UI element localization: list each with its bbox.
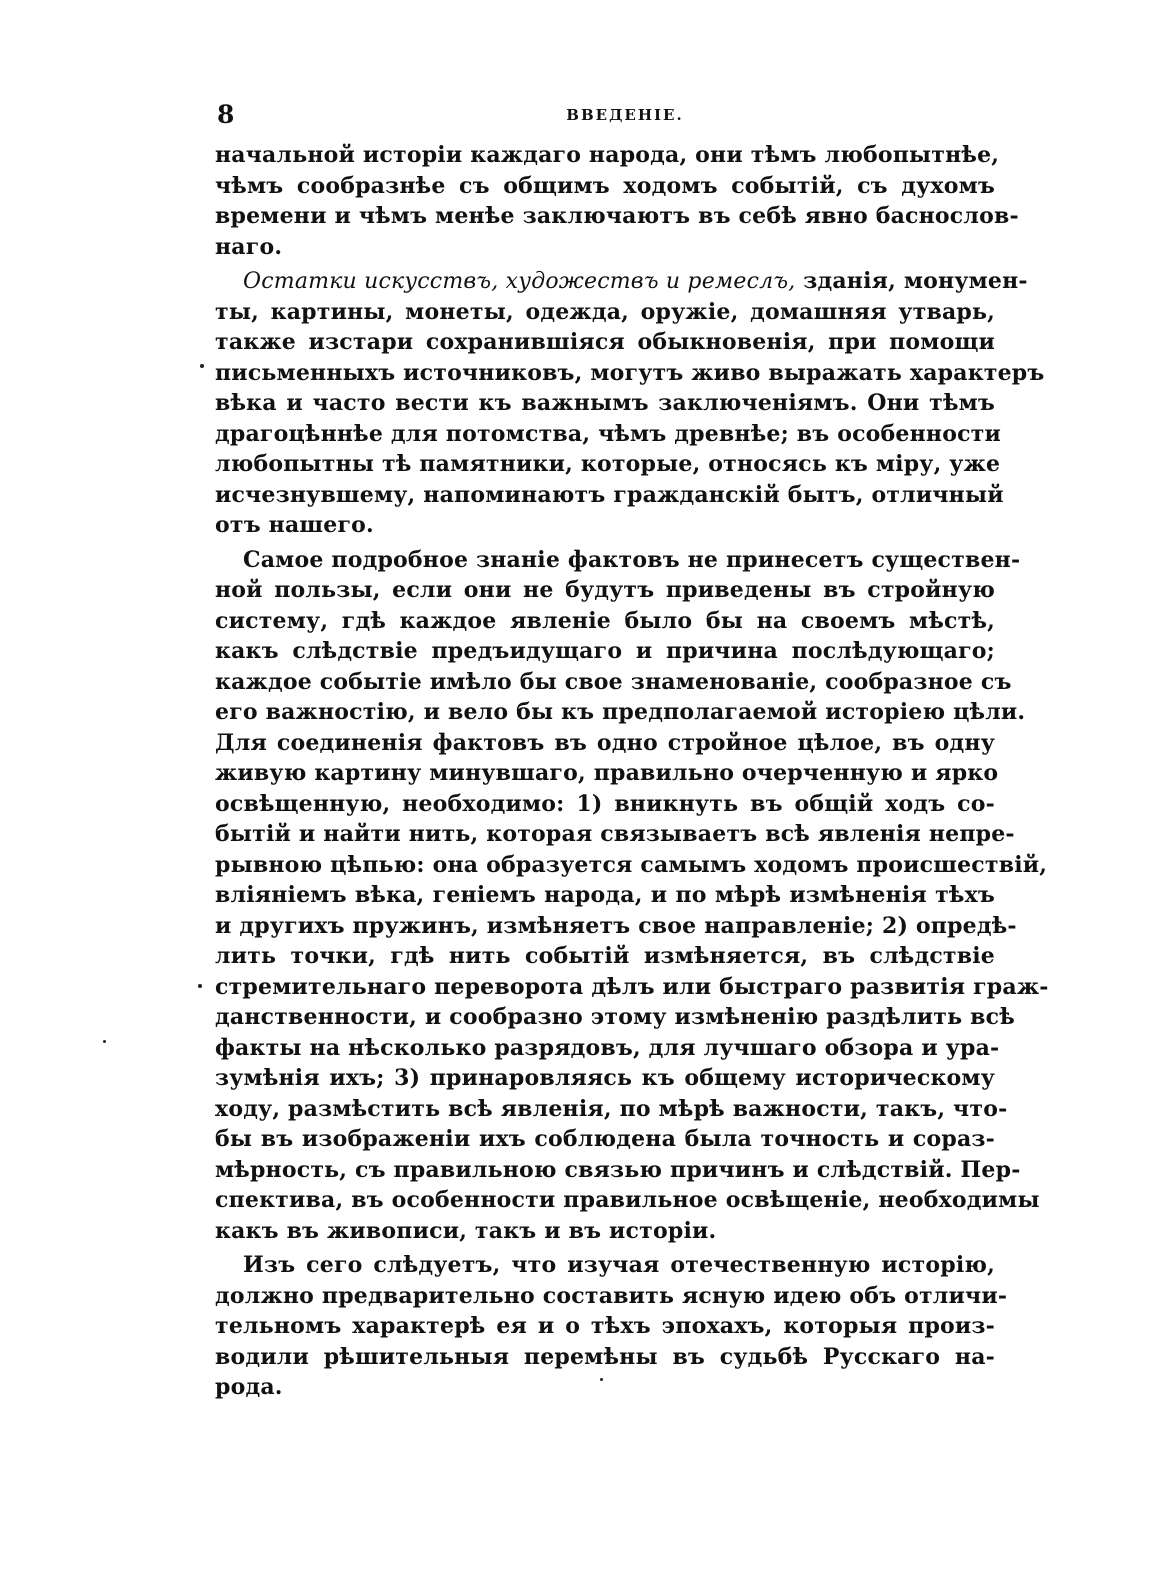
text-line: отъ нашего. (215, 512, 374, 538)
paragraph-1 (215, 140, 1019, 262)
text-line: систему, гдѣ каждое явленіе было бы на своемъ мѣстѣ, (215, 607, 995, 634)
text-line: вѣка и часто вести къ важнымъ заключеніямъ. Они тѣмъ (215, 390, 995, 416)
text-line: данственности, и сообразно этому измѣненію раздѣлить всѣ (215, 1004, 1015, 1030)
section-title: ВВЕДЕНІЕ. (566, 106, 684, 124)
text-line: ты, картины, монеты, одежда, оружіе, домашняя утварь, (215, 298, 995, 325)
print-speck (103, 1040, 106, 1043)
text-line: зумѣнія ихъ; 3) принаровляясь къ общему историческому (215, 1065, 995, 1091)
text-line: драгоцѣннѣе для потомства, чѣмъ древнѣе; въ особенности (215, 420, 1002, 447)
text-line: и другихъ пружинъ, измѣняетъ свое направленіе; 2) опредѣ- (215, 912, 1017, 939)
text-line: бытій и найти нить, которая связываетъ всѣ явленія непре- (215, 821, 1015, 847)
text-line: освѣщенную, необходимо: 1) вникнуть въ общій ходъ со- (215, 790, 995, 817)
page (215, 96, 1049, 1403)
text-line: рода. (215, 1374, 283, 1400)
text-line: факты на нѣсколько разрядовъ, для лучшаго обзора и ура- (215, 1034, 1000, 1061)
text-line: наго. (215, 233, 283, 260)
text-line: также изстари сохранившіяся обыкновенія, при помощи (215, 329, 995, 355)
paragraph-2 (215, 266, 1045, 541)
italic-lead: Остатки искусствъ, художествъ и ремеслъ, (243, 269, 796, 294)
text-line: Для соединенія фактовъ въ одно стройное цѣлое, въ одну (215, 729, 995, 756)
paragraph-3 (215, 545, 1049, 1247)
print-speck (200, 364, 204, 368)
text-line: стремительнаго переворота дѣлъ или быстраго развитія граж- (215, 973, 1049, 1000)
text-line: какъ слѣдствіе предъидущаго и причина послѣдующаго; (215, 638, 995, 664)
text-line: Изъ сего слѣдуетъ, что изучая отечественную исторію, (243, 1252, 995, 1278)
text-line: Самое подробное знаніе фактовъ не принесетъ существен- (243, 546, 1021, 573)
text-line: каждое событіе имѣло бы свое знаменованіе, сообразное съ (215, 668, 1012, 695)
text-line: рывною цѣпью: она образуется самымъ ходомъ происшествій, (215, 851, 1048, 878)
running-head (215, 96, 995, 140)
text-line: письменныхъ источниковъ, могутъ живо выражать характеръ (215, 359, 1045, 386)
paragraph-4 (215, 1250, 1008, 1403)
text-line: чѣмъ сообразнѣе съ общимъ ходомъ событій, съ духомъ (215, 172, 995, 199)
text-line: начальной исторіи каждаго народа, они тѣмъ любопытнѣе, (215, 142, 1000, 168)
text-line: водили рѣшительныя перемѣны въ судьбѣ Русскаго на- (215, 1343, 995, 1370)
text-line: его важностію, и вело бы къ предполагаемой исторіею цѣли. (215, 699, 1026, 725)
text-line: какъ въ живописи, такъ и въ исторіи. (215, 1217, 717, 1244)
print-speck (198, 984, 202, 988)
text-line: бы въ изображеніи ихъ соблюдена была точность и сораз- (215, 1126, 995, 1152)
text-line (215, 266, 1028, 297)
text-line: времени и чѣмъ менѣе заключаютъ въ себѣ явно баснослов- (215, 203, 1019, 229)
text-line: живую картину минувшаго, правильно очерченную и ярко (215, 760, 999, 786)
print-speck (600, 1378, 603, 1381)
text-line: спектива, въ особенности правильное освѣщеніе, необходимы (215, 1187, 1040, 1213)
text-line: тельномъ характерѣ ея и о тѣхъ эпохахъ, которыя произ- (215, 1313, 995, 1339)
text-line: ной пользы, если они не будутъ приведены въ стройную (215, 577, 995, 603)
text-line: любопытны тѣ памятники, которые, относясь къ міру, уже (215, 451, 1001, 477)
text-line: вліяніемъ вѣка, геніемъ народа, и по мѣрѣ измѣненія тѣхъ (215, 882, 995, 908)
text-line: исчезнувшему, напоминаютъ гражданскій бытъ, отличный (215, 481, 1004, 508)
text-line: лить точки, гдѣ нить событій измѣняется, въ слѣдствіе (215, 943, 995, 969)
text-line: мѣрность, съ правильною связью причинъ и слѣдствій. Пер- (215, 1156, 1021, 1183)
text-line: ходу, размѣстить всѣ явленія, по мѣрѣ важности, такъ, что- (215, 1095, 1008, 1122)
line-tail: зданія, монумен- (795, 268, 1028, 294)
page-number: 8 (217, 100, 235, 129)
text-line: должно предварительно составить ясную идею объ отличи- (215, 1282, 1008, 1309)
